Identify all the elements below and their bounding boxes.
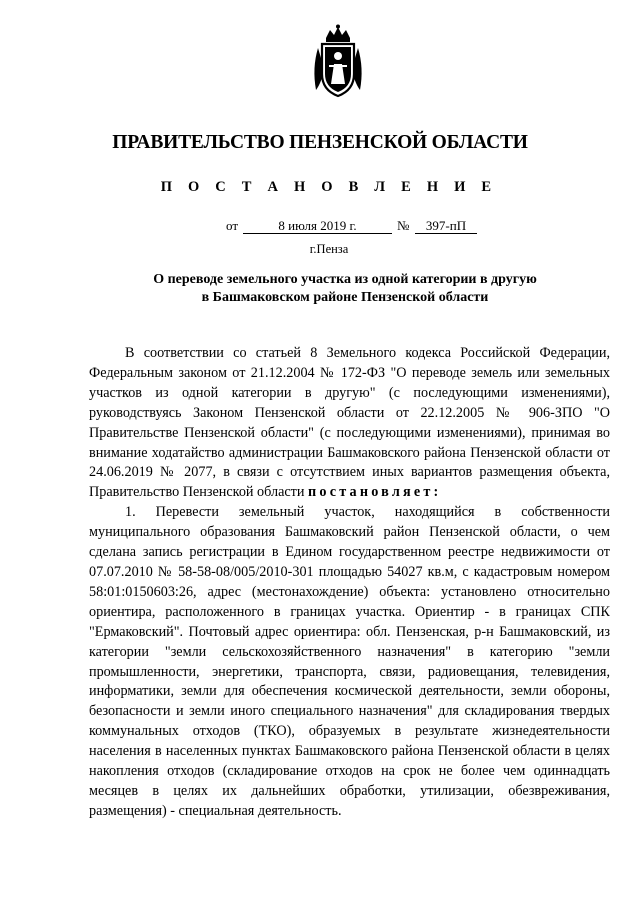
decree-word: постановляет: — [308, 484, 442, 501]
document-metadata — [0, 218, 640, 236]
issuing-authority: ПРАВИТЕЛЬСТВО ПЕНЗЕНСКОЙ ОБЛАСТИ — [112, 132, 528, 153]
preamble-text: В соответствии со статьей 8 Земельного кодекса Российской Федерации, Федеральным законом от 21.12.2004 № 172-ФЗ "О переводе земель или земельных участков из одной категории в другую" (с последующими изменениями), руководствуясь Законом Пензенской области от 22.12.2005 № 906-ЗПО "О Правительстве Пензенской области" (с последующими изменениями), принимая во внимание ходатайство администрации Башмаковского района Пензенской области от 24.06.2019 № 2077, в связи с отсутствием иных вариантов размещения объекта, Правительство Пензенской области — [89, 345, 610, 501]
document-number: 397-пП — [415, 218, 477, 234]
document-type: П О С Т А Н О В Л Е Н И Е — [160, 179, 498, 195]
number-label: № — [397, 218, 410, 233]
title-line-2: в Башмаковском районе Пензенской области — [201, 290, 489, 305]
preamble-paragraph — [89, 344, 610, 503]
document-date: 8 июля 2019 г. — [243, 218, 392, 234]
coat-of-arms-icon — [308, 24, 368, 100]
item-1-paragraph: 1. Перевести земельный участок, находящийся в собственности муниципального образования Башмаковский район Пензенской области, о чем сделана запись регистрации в Едином государственном реестре недвижимости от 07.07.2010 № 58-58-08/005/2010-301 площадью 54027 кв.м, с кадастровым номером 58:01:0150603:26, адрес (местонахождение) объекта: установлено относительно ориентира, расположенного в границах участка. Ориентир - в границах СПК "Ермаковский". Почтовый адрес ориентира: обл. Пензенская, р-н Башмаковский, из категории "земли сельскохозяйственного назначения" в категорию "земли промышленности, энергетики, транспорта, связи, радиовещания, телевидения, информатики, земли для обеспечения космической деятельности, земли обороны, безопасности и земли иного специального назначения" для складирования твердых коммунальных отходов (ТКО), образуемых в результате жизнедеятельности населения в населенных пунктах Башмаковского района Пензенской области в целях накопления отходов (складирование отходов на срок не более чем одиннадцать месяцев в целях их дальнейших обработки, утилизации, обезвреживания, размещения) - специальная деятельность. — [89, 504, 610, 819]
title-line-1: О переводе земельного участка из одной категории в другую — [153, 272, 537, 287]
city: г.Пенза — [309, 242, 349, 256]
date-label: от — [226, 218, 239, 233]
document-title — [110, 271, 580, 307]
document-body — [89, 344, 610, 822]
